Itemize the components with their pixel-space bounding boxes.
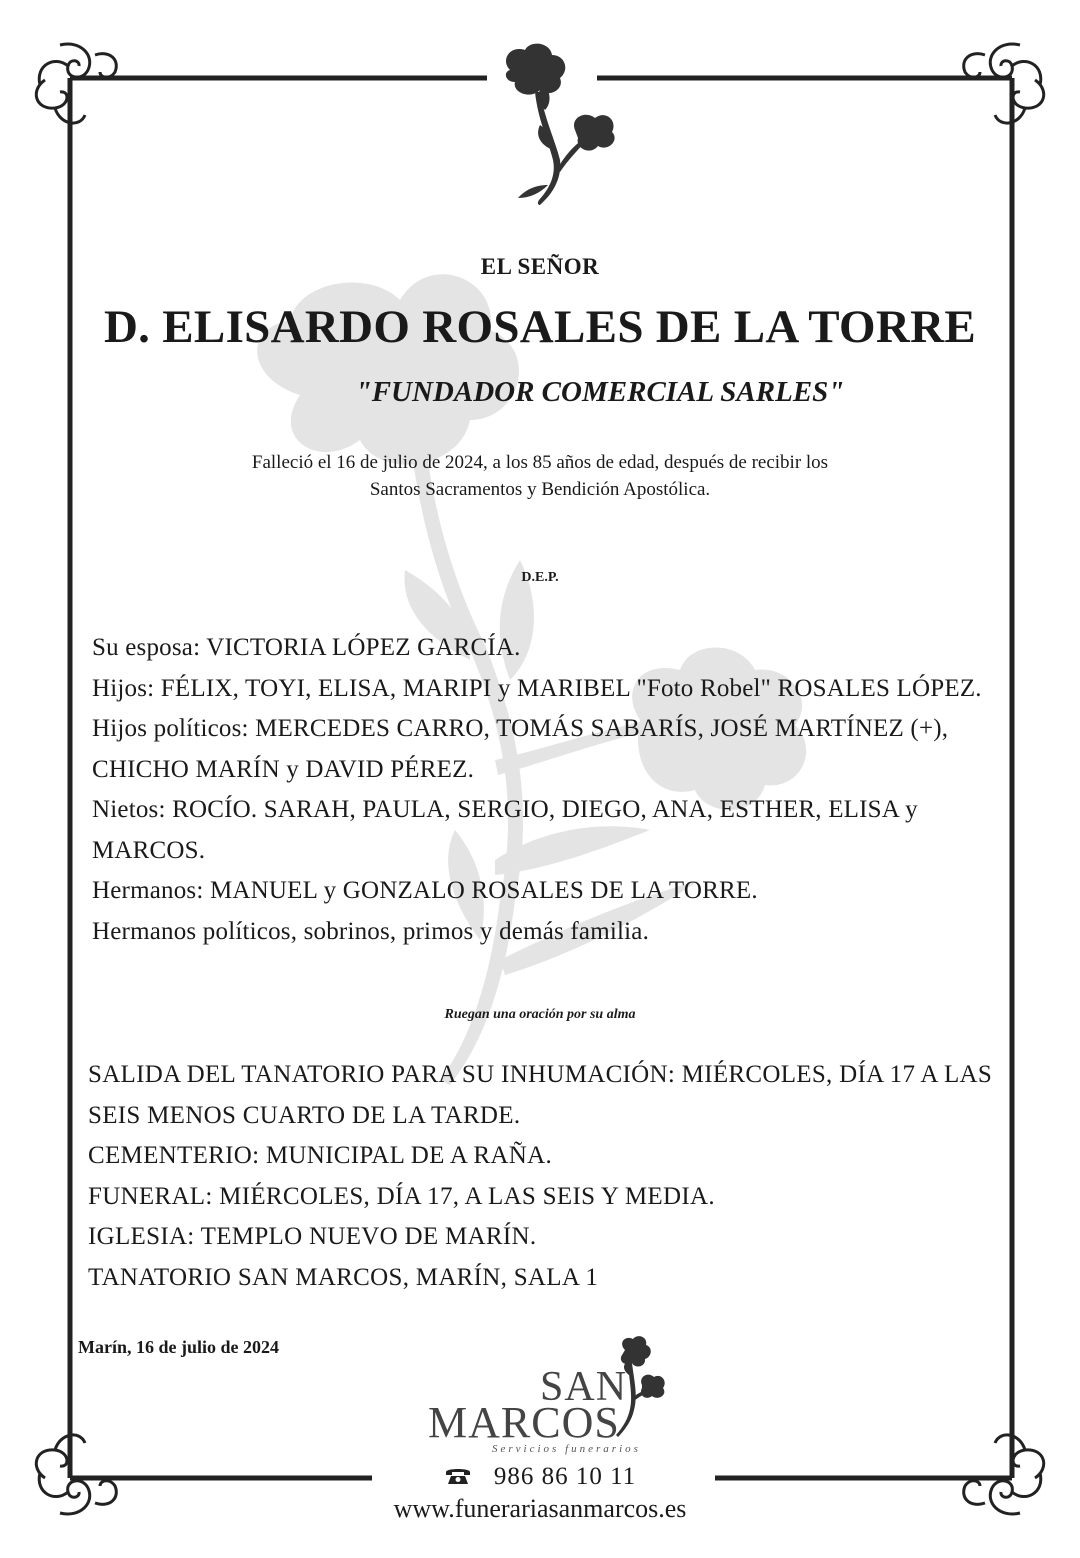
service-cemetery: CEMENTERIO: MUNICIPAL DE A RAÑA. bbox=[88, 1142, 553, 1169]
family-entry-others: Hermanos políticos, sobrinos, primos y demás familia. bbox=[92, 917, 650, 945]
dep-label: D.E.P. bbox=[521, 570, 559, 585]
website-link[interactable]: www.funerariasanmarcos.es bbox=[393, 1494, 687, 1523]
prayer-request: Ruegan una oración por su alma bbox=[444, 1007, 636, 1022]
service-details bbox=[88, 1055, 1018, 1298]
place-date: Marín, 16 de julio de 2024 bbox=[78, 1337, 279, 1357]
announcement-line-1: Falleció el 16 de julio de 2024, a los 85 años de edad, después de recibir los bbox=[251, 452, 829, 473]
phone-line bbox=[0, 1463, 1080, 1493]
san-marcos-logo bbox=[420, 1335, 680, 1470]
family-entry-spouse: Su esposa: VICTORIA LÓPEZ GARCÍA. bbox=[92, 634, 521, 661]
family-entry-children: Hijos: FÉLIX, TOYI, ELISA, MARIPI y MARIBEL "Foto Robel" ROSALES LÓPEZ. bbox=[92, 674, 982, 702]
service-church: IGLESIA: TEMPLO NUEVO DE MARÍN. bbox=[88, 1223, 537, 1250]
logo-text-san: SAN bbox=[540, 1364, 628, 1410]
service-funeral: FUNERAL: MIÉRCOLES, DÍA 17, A LAS SEIS Y MEDIA. bbox=[88, 1182, 715, 1210]
death-announcement bbox=[0, 449, 1080, 503]
subtitle: "FUNDADOR COMERCIAL SARLES" bbox=[355, 376, 845, 408]
phone-number[interactable]: 986 86 10 11 bbox=[493, 1463, 637, 1490]
family-entry-grandchildren: Nietos: ROCÍO. SARAH, PAULA, SERGIO, DIEGO, ANA, ESTHER, ELISA y MARCOS. bbox=[92, 796, 918, 864]
service-funeral-home: TANATORIO SAN MARCOS, MARÍN, SALA 1 bbox=[88, 1263, 599, 1291]
flower-icon bbox=[506, 44, 615, 205]
logo-tagline: Servicios funerarios bbox=[492, 1443, 641, 1455]
title-small: EL SEÑOR bbox=[480, 254, 600, 279]
family-entry-in-laws: Hijos políticos: MERCEDES CARRO, TOMÁS SABARÍS, JOSÉ MARTÍNEZ (+), CHICHO MARÍN y DAVID PÉREZ. bbox=[92, 715, 949, 783]
deceased-name: D. ELISARDO ROSALES DE LA TORRE bbox=[103, 301, 977, 353]
phone-icon bbox=[444, 1465, 472, 1493]
family-list bbox=[92, 628, 1022, 952]
logo-text-marcos: MARCOS bbox=[428, 1398, 620, 1447]
service-departure: SALIDA DEL TANATORIO PARA SU INHUMACIÓN: MIÉRCOLES, DÍA 17 A LAS SEIS MENOS CUARTO DE LA TARDE. bbox=[88, 1061, 993, 1129]
family-entry-siblings: Hermanos: MANUEL y GONZALO ROSALES DE LA TORRE. bbox=[92, 877, 758, 904]
announcement-line-2: Santos Sacramentos y Bendición Apostólica. bbox=[369, 479, 711, 500]
